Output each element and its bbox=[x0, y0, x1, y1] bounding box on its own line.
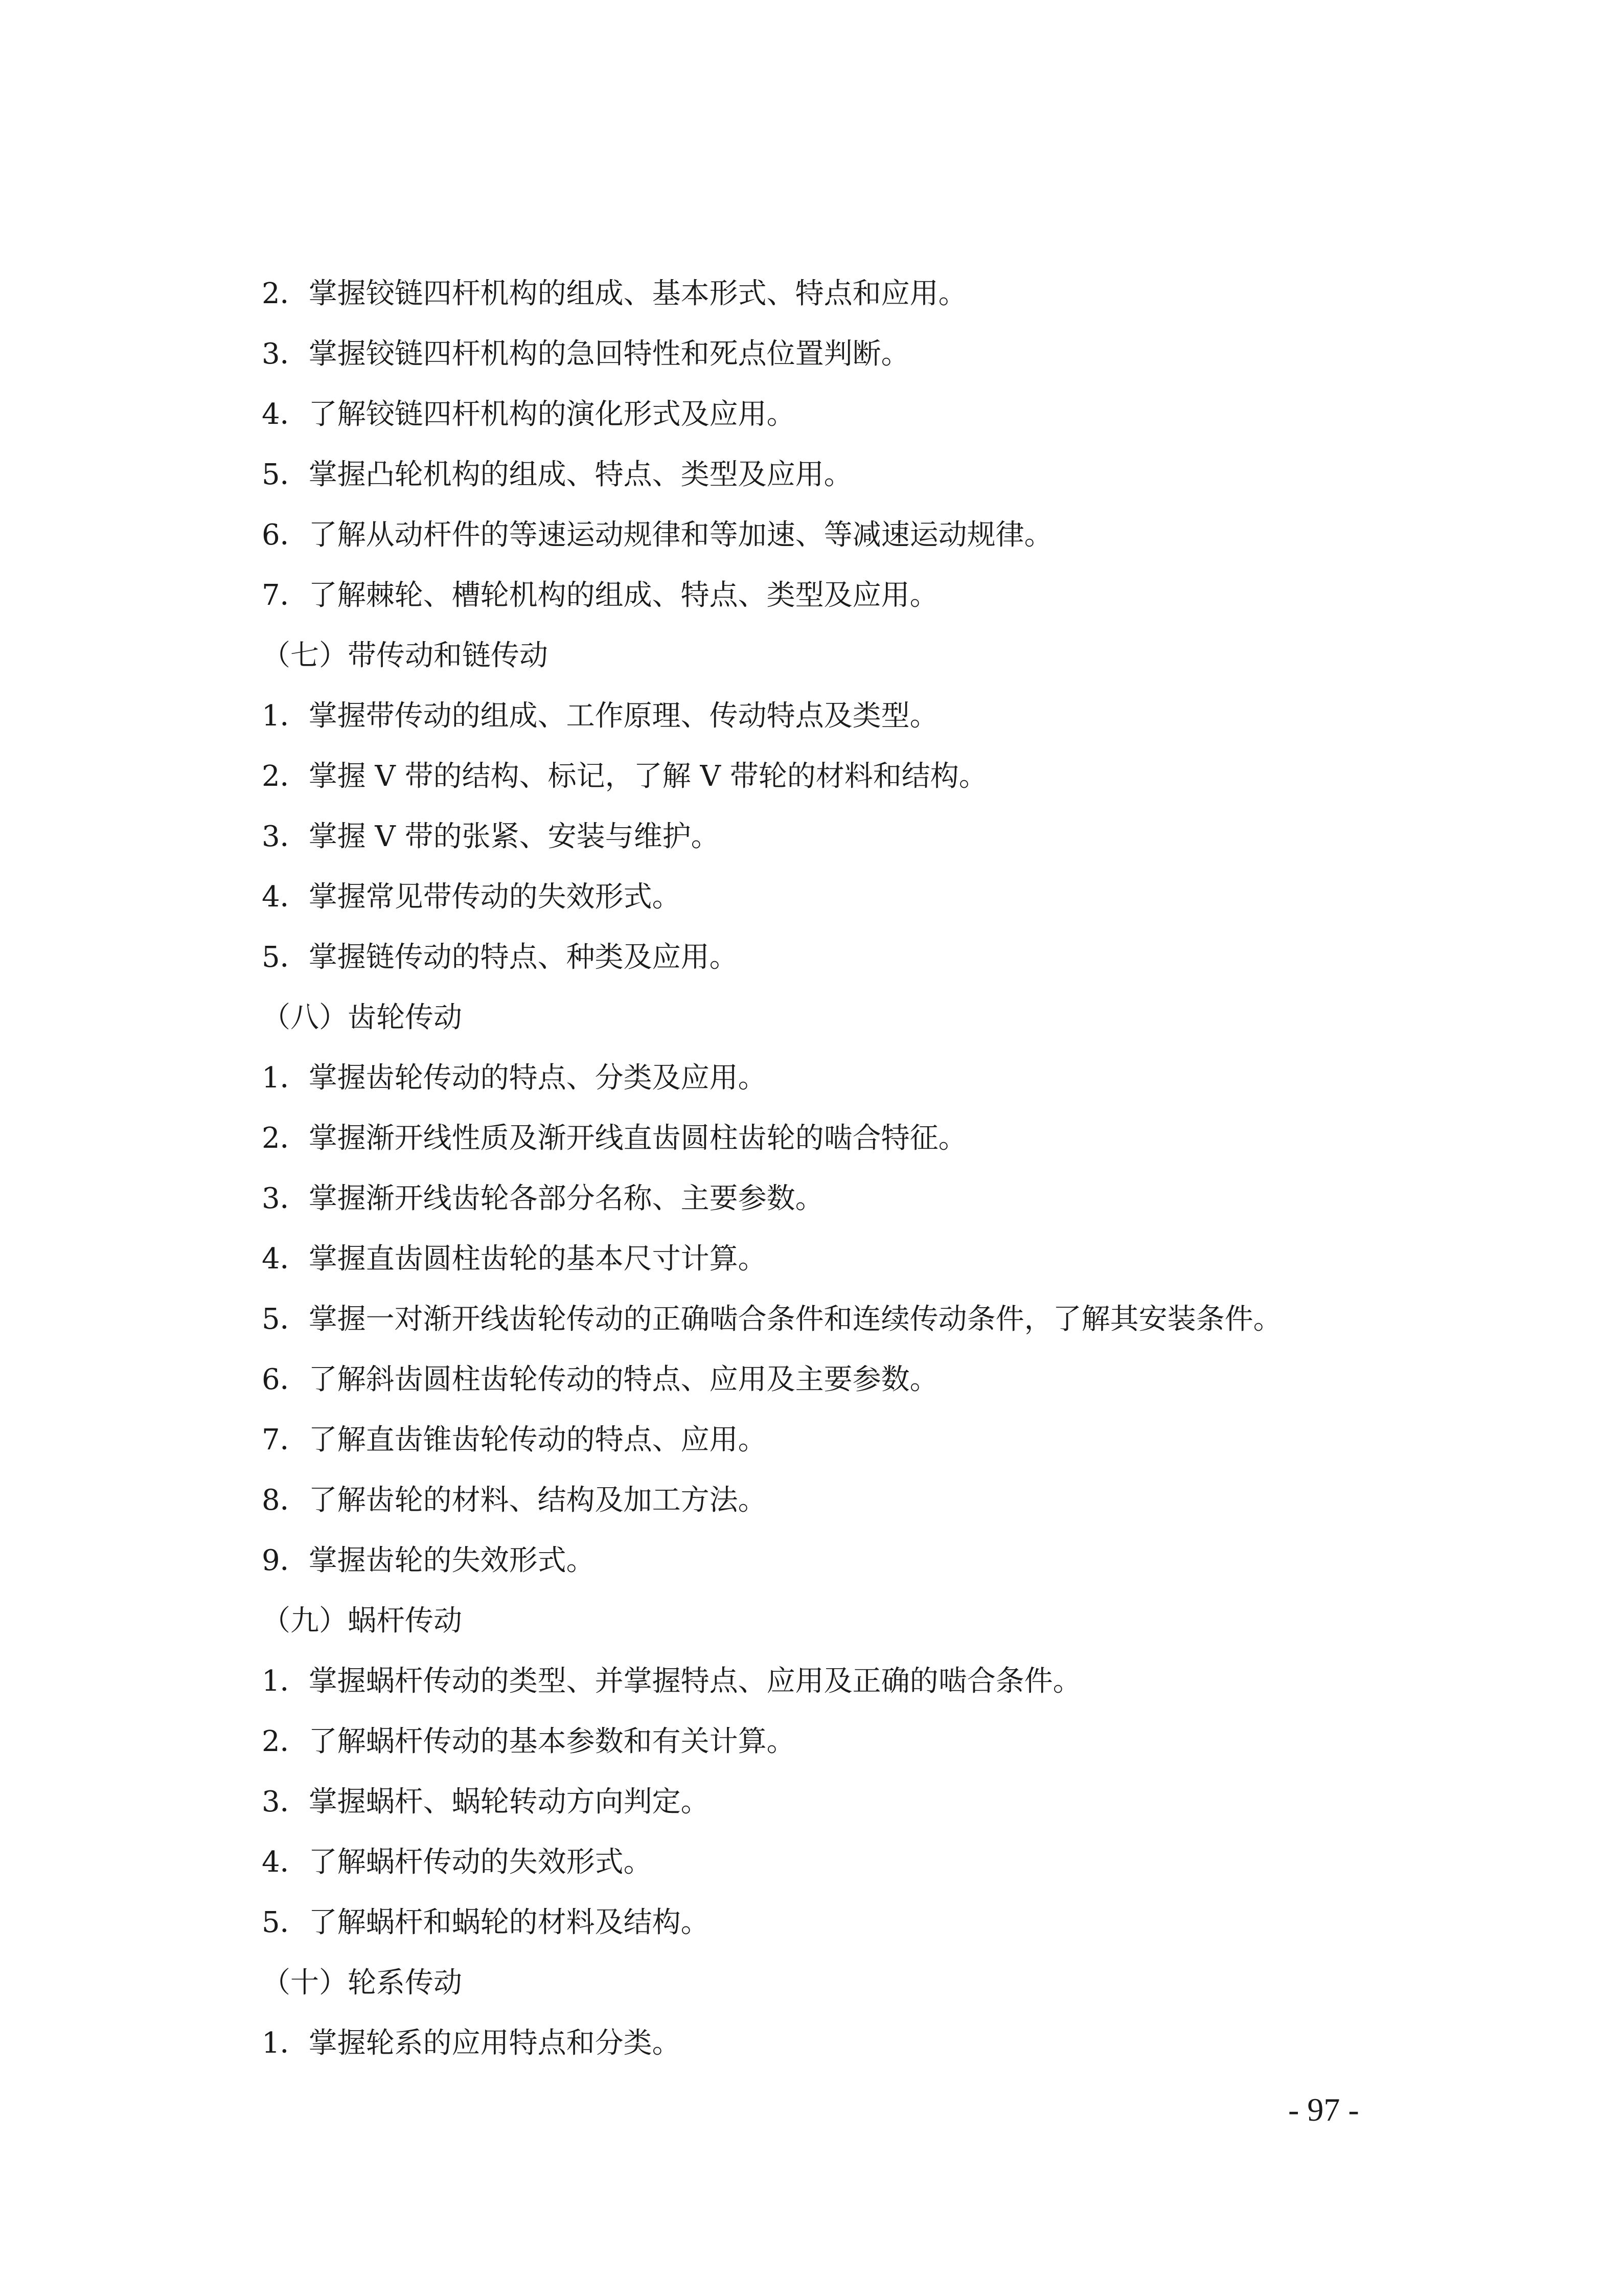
content-lines bbox=[262, 264, 1437, 2074]
list-item: 9．掌握齿轮的失效形式。 bbox=[262, 1544, 595, 1577]
section-heading: （八）齿轮传动 bbox=[262, 1001, 462, 1034]
list-item: 4．了解铰链四杆机构的演化形式及应用。 bbox=[262, 398, 795, 431]
list-item: 7．了解直齿锥齿轮传动的特点、应用。 bbox=[262, 1423, 767, 1457]
list-item: 3．掌握 V 带的张紧、安装与维护。 bbox=[262, 820, 720, 853]
list-item: 7．了解棘轮、槽轮机构的组成、特点、类型及应用。 bbox=[262, 579, 939, 612]
page-number: - 97 - bbox=[1288, 2092, 1359, 2128]
list-item: 8．了解齿轮的材料、结构及加工方法。 bbox=[262, 1484, 767, 1517]
list-item: 5．了解蜗杆和蜗轮的材料及结构。 bbox=[262, 1906, 710, 1939]
list-item: 4．掌握常见带传动的失效形式。 bbox=[262, 880, 681, 914]
list-item: 3．掌握蜗杆、蜗轮转动方向判定。 bbox=[262, 1785, 710, 1818]
list-item: 4．掌握直齿圆柱齿轮的基本尺寸计算。 bbox=[262, 1242, 767, 1276]
list-item: 2．掌握渐开线性质及渐开线直齿圆柱齿轮的啮合特征。 bbox=[262, 1122, 967, 1155]
list-item: 2．掌握 V 带的结构、标记，了解 V 带轮的材料和结构。 bbox=[262, 760, 988, 793]
list-item: 2．掌握铰链四杆机构的组成、基本形式、特点和应用。 bbox=[262, 277, 967, 310]
list-item: 6．了解从动杆件的等速运动规律和等加速、等减速运动规律。 bbox=[262, 518, 1053, 552]
list-item: 6．了解斜齿圆柱齿轮传动的特点、应用及主要参数。 bbox=[262, 1363, 939, 1396]
list-item: 5．掌握链传动的特点、种类及应用。 bbox=[262, 941, 738, 974]
list-item: 1．掌握蜗杆传动的类型、并掌握特点、应用及正确的啮合条件。 bbox=[262, 1665, 1082, 1698]
section-heading: （十）轮系传动 bbox=[262, 1966, 462, 1999]
list-item: 3．掌握铰链四杆机构的急回特性和死点位置判断。 bbox=[262, 337, 910, 371]
list-item: 2．了解蜗杆传动的基本参数和有关计算。 bbox=[262, 1725, 795, 1758]
list-item: 1．掌握带传动的组成、工作原理、传动特点及类型。 bbox=[262, 699, 939, 733]
list-item: 5．掌握一对渐开线齿轮传动的正确啮合条件和连续传动条件，了解其安装条件。 bbox=[262, 1303, 1282, 1336]
list-item: 1．掌握轮系的应用特点和分类。 bbox=[262, 2027, 681, 2060]
section-heading: （七）带传动和链传动 bbox=[262, 639, 548, 672]
section-heading: （九）蜗杆传动 bbox=[262, 1604, 462, 1638]
list-item: 1．掌握齿轮传动的特点、分类及应用。 bbox=[262, 1061, 767, 1095]
list-item: 3．掌握渐开线齿轮各部分名称、主要参数。 bbox=[262, 1182, 824, 1215]
list-item: 5．掌握凸轮机构的组成、特点、类型及应用。 bbox=[262, 458, 853, 491]
list-item: 4．了解蜗杆传动的失效形式。 bbox=[262, 1846, 652, 1879]
